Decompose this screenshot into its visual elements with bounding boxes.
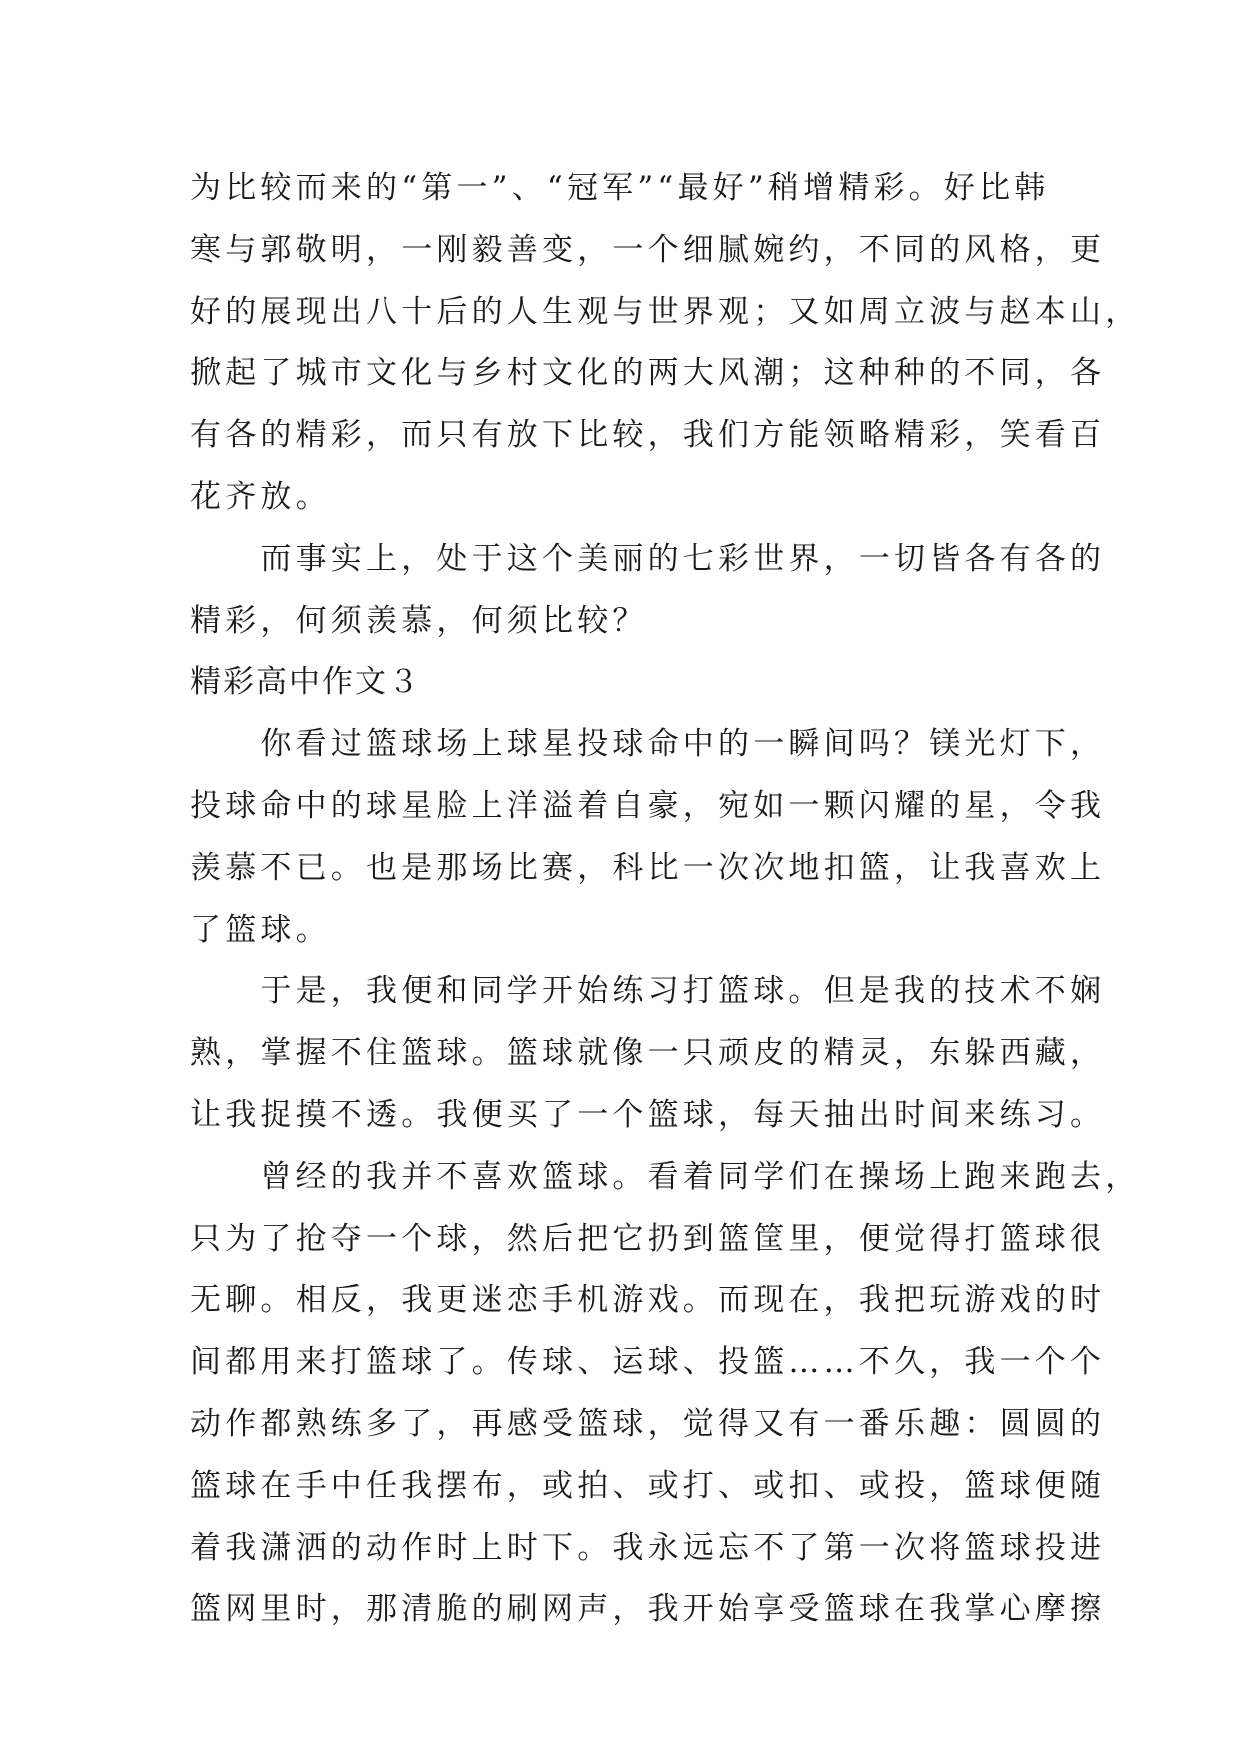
text-line: 寒与郭敬明，一刚毅善变，一个细腻婉约，不同的风格，更 <box>190 231 1106 268</box>
text-line: 投球命中的球星脸上洋溢着自豪，宛如一颗闪耀的星，令我 <box>190 787 1106 824</box>
text-line: 为比较而来的“第一”、“冠军”“最好”稍增精彩。好比韩 <box>190 170 1050 206</box>
text-line: 只为了抢夺一个球，然后把它扔到篮筐里，便觉得打篮球很 <box>190 1220 1106 1257</box>
text-line: 无聊。相反，我更迷恋手机游戏。而现在，我把玩游戏的时 <box>190 1282 1106 1319</box>
text-line: 了篮球。 <box>190 911 331 948</box>
text-line: 好的展现出八十后的人生观与世界观；又如周立波与赵本山， <box>190 293 1141 330</box>
text-line: 而事实上，处于这个美丽的七彩世界，一切皆各有各的 <box>190 540 1106 577</box>
text-line: 间都用来打篮球了。传球、运球、投篮……不久，我一个个 <box>190 1344 1106 1381</box>
text-line: 精彩，何须羡慕，何须比较？ <box>190 602 648 639</box>
text-line: 花齐放。 <box>190 478 331 515</box>
essay-text <box>190 158 1141 1641</box>
text-line: 曾经的我并不喜欢篮球。看着同学们在操场上跑来跑去， <box>190 1158 1141 1195</box>
text-line: 于是，我便和同学开始练习打篮球。但是我的技术不娴 <box>190 973 1106 1010</box>
text-line: 你看过篮球场上球星投球命中的一瞬间吗？镁光灯下， <box>190 726 1106 763</box>
text-line: 掀起了城市文化与乡村文化的两大风潮；这种种的不同，各 <box>190 355 1106 392</box>
section-heading: 精彩高中作文３ <box>190 664 421 701</box>
text-line: 羡慕不已。也是那场比赛，科比一次次地扣篮，让我喜欢上 <box>190 849 1106 886</box>
text-line: 篮球在手中任我摆布，或拍、或打、或扣、或投，篮球便随 <box>190 1467 1106 1504</box>
text-line: 动作都熟练多了，再感受篮球，觉得又有一番乐趣：圆圆的 <box>190 1405 1106 1442</box>
text-line: 熟，掌握不住篮球。篮球就像一只顽皮的精灵，东躲西藏， <box>190 1035 1106 1072</box>
text-line: 着我潇洒的动作时上时下。我永远忘不了第一次将篮球投进 <box>190 1529 1106 1566</box>
text-line: 有各的精彩，而只有放下比较，我们方能领略精彩，笑看百 <box>190 417 1106 454</box>
text-line: 篮网里时，那清脆的刷网声，我开始享受篮球在我掌心摩擦 <box>190 1591 1106 1628</box>
text-line: 让我捉摸不透。我便买了一个篮球，每天抽出时间来练习。 <box>190 1096 1106 1133</box>
